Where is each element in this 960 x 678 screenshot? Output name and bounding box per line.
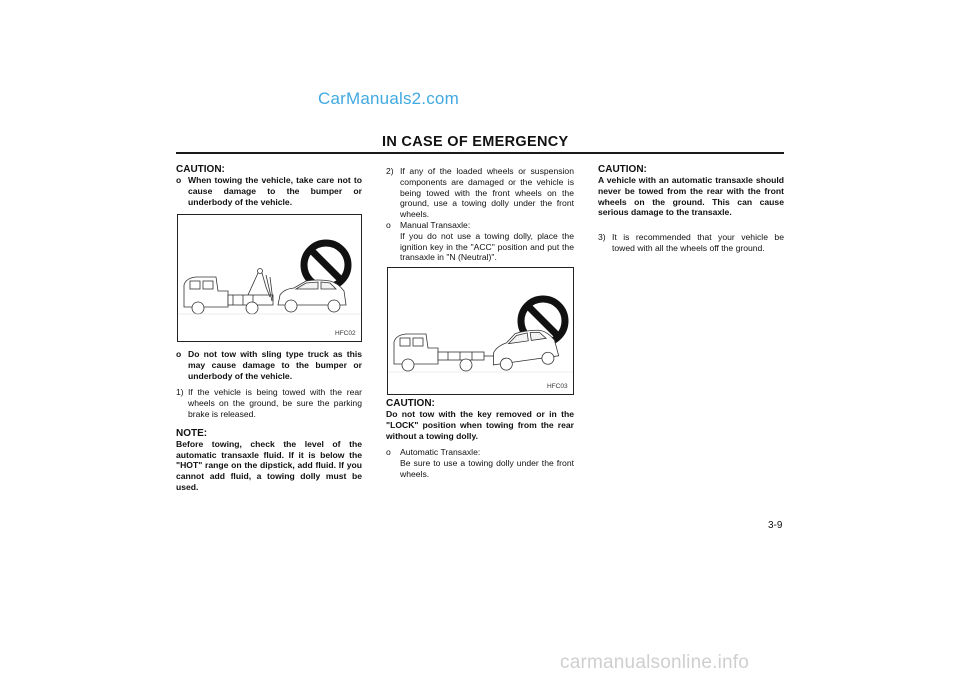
section-title: IN CASE OF EMERGENCY — [382, 134, 569, 150]
automatic-transaxle-text: Be sure to use a towing dolly under the front wheels. — [400, 458, 574, 479]
caution-heading: CAUTION: — [598, 164, 647, 175]
column-middle-lower — [386, 398, 574, 480]
column-left-lower — [176, 349, 362, 493]
figure-label: HFC03 — [547, 383, 568, 390]
step-number: 2) — [386, 166, 394, 176]
automatic-transaxle-title: Automatic Transaxle: — [400, 447, 481, 458]
figure-sling-tow — [177, 214, 362, 342]
figure-dolly-tow — [387, 267, 574, 395]
watermark-logo-bottom: carmanualsonline.info — [560, 652, 750, 673]
sling-truck-illustration — [178, 215, 361, 341]
caution-heading: CAUTION: — [176, 164, 225, 175]
manual-transaxle-title: Manual Transaxle: — [400, 219, 471, 230]
caution-text: Do not tow with the key removed or in the "LOCK" position when towing from the rear without a towing dolly. — [386, 409, 574, 441]
step-number: 1) — [176, 387, 184, 398]
title-rule — [176, 152, 784, 154]
note-heading: NOTE: — [176, 427, 208, 439]
step-1-text: If the vehicle is being towed with the rear wheels on the ground, be sure the parking brake is released. — [188, 387, 362, 419]
step-3-text: It is recommended that your vehicle be towed with all the wheels off the ground. — [612, 232, 784, 253]
figure-label: HFC02 — [335, 330, 356, 337]
caution-item — [176, 175, 362, 207]
caution-item-text: When towing the vehicle, take care not to cause damage to the bumper or underbody of the vehicle. — [188, 175, 362, 207]
step-2 — [386, 166, 574, 220]
step-3 — [598, 232, 784, 254]
step-number: 3) — [598, 232, 606, 243]
manual-transaxle-item — [386, 220, 574, 263]
bullet-marker: o — [386, 219, 391, 230]
step-1 — [176, 387, 362, 419]
note-text: Before towing, check the level of the automatic transaxle fluid. If it is below the "HOT" range on the dipstick, add fluid. If you cannot add fluid, a towing dolly must be used. — [176, 438, 362, 492]
step-2-text: If any of the loaded wheels or suspension components are damaged or the vehicle is being towed with the front wheels on the ground, use a towing dolly under the front wheels. — [400, 166, 574, 220]
caution-heading: CAUTION: — [386, 398, 435, 409]
column-left — [176, 164, 362, 207]
automatic-transaxle-body — [400, 447, 574, 479]
column-middle — [386, 166, 574, 263]
column-right — [598, 164, 784, 254]
watermark-logo-top: CarManuals2.com — [318, 89, 459, 108]
manual-transaxle-text: If you do not use a towing dolly, place the ignition key in the "ACC" position and put the transaxle in "N (Neutral)". — [400, 230, 574, 263]
caution-text: A vehicle with an automatic transaxle should never be towed from the rear with the front wheels on the ground. This can cause serious damage to the transaxle. — [598, 175, 784, 218]
dolly-tow-illustration — [388, 268, 573, 394]
bullet-marker: o — [176, 175, 182, 185]
sling-warning-item — [176, 349, 362, 381]
bullet-marker: o — [386, 447, 391, 458]
bullet-marker: o — [176, 349, 182, 359]
page-number: 3-9 — [768, 520, 783, 531]
automatic-transaxle-item — [386, 447, 574, 479]
manual-transaxle-body — [400, 220, 574, 263]
sling-warning-text: Do not tow with sling type truck as this may cause damage to the bumper or underbody of the vehicle. — [188, 349, 362, 381]
